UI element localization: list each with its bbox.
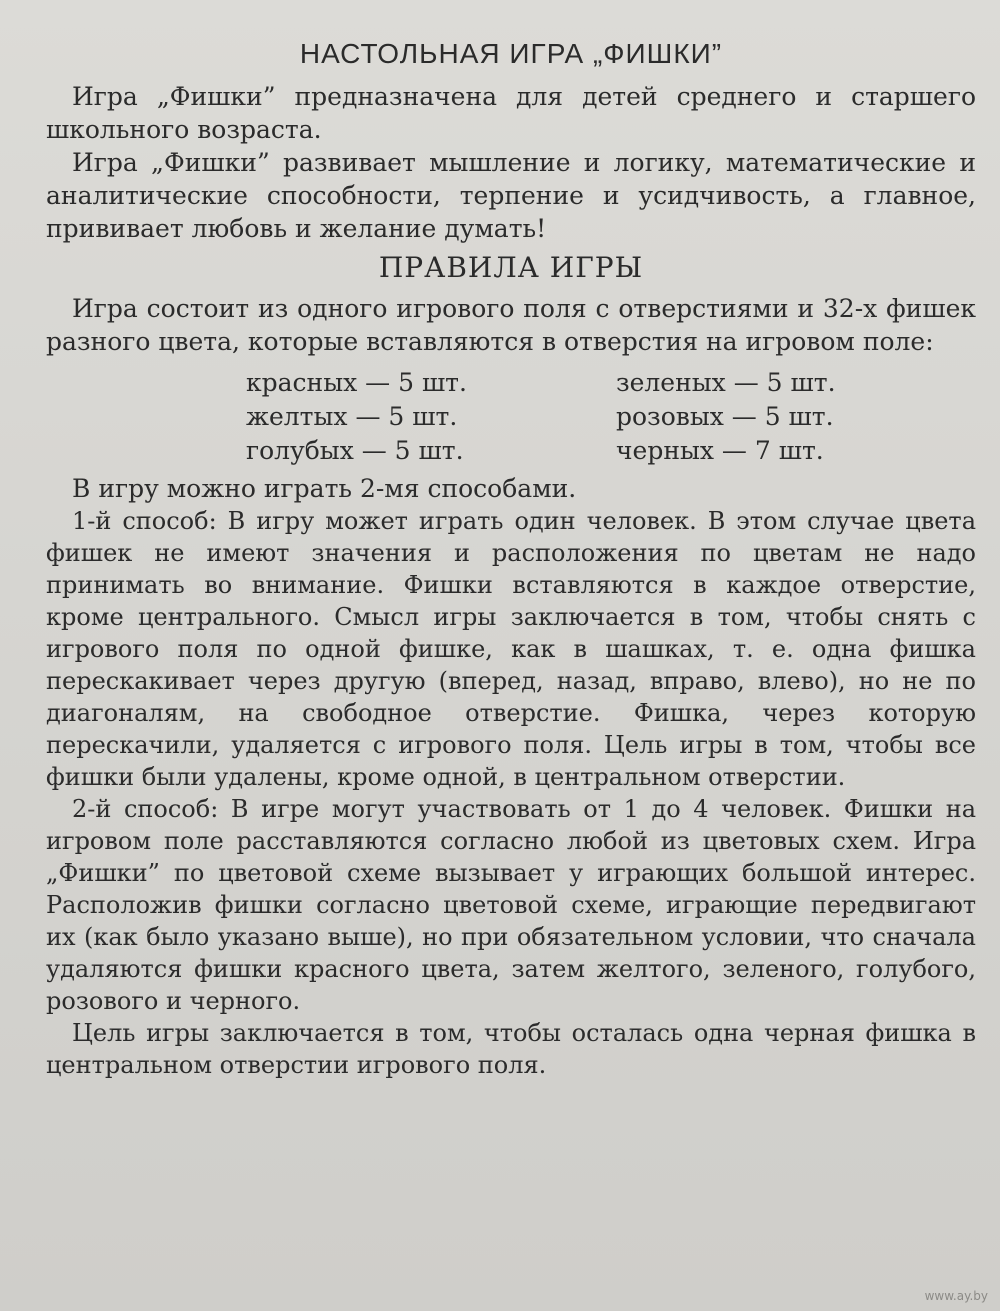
modes-intro: В игру можно играть 2-мя способами.	[72, 474, 577, 503]
mode-1-paragraph: 1-й способ: В игру может играть один человек. В этом случае цвета фишек не имеют значения и расположения по цветам не надо принимать во внимание. Фишки вставляются в каждое отверстие, кроме центрального. Смысл игры заключается в том, чтобы снять с игрового поля по одной фишке, как в шашках, т. е. одна фишка перескакивает через другую (вперед, назад, вправо, влево), но не по диагоналям, на свободное отверстие. Фишка, через которую перескачили, удаляется с игрового поля. Цель игры в том, чтобы все фишки были удалены, кроме одной, в центральном отверстии.	[46, 507, 976, 791]
chip-count-green: зеленых — 5 шт.	[616, 368, 836, 397]
mode-2-paragraph: 2-й способ: В игре могут участвовать от 1 до 4 человек. Фишки на игровом поле расставляются согласно любой из цветовых схем. Игра „Фишки” по цветовой схеме вызывает у играющих большой интерес. Расположив фишки согласно цветовой схеме, играющие передвигают их (как было указано выше), но при обязательном условии, что сначала удаляются фишки красного цвета, затем желтого, зеленого, голубого, розового и черного.	[46, 795, 976, 1015]
chip-count-pink: розовых — 5 шт.	[616, 402, 834, 431]
page-title: НАСТОЛЬНАЯ ИГРА „ФИШКИ”	[299, 38, 723, 69]
intro-paragraph-1: Игра „Фишки” предназначена для детей среднего и старшего школьного возраста.	[46, 82, 976, 144]
rules-heading: ПРАВИЛА ИГРЫ	[378, 251, 644, 284]
chip-count-blue: голубых — 5 шт.	[246, 436, 464, 465]
intro-paragraph-2: Игра „Фишки” развивает мышление и логику, математические и аналитические способности, терпение и усидчивость, а главное, прививает любовь и желание думать!	[46, 148, 976, 243]
chip-count-black: черных — 7 шт.	[616, 436, 824, 465]
rules-intro: Игра состоит из одного игрового поля с отверстиями и 32-х фишек разного цвета, которые вставляются в отверстия на игровом поле:	[46, 294, 976, 356]
chip-count-yellow: желтых — 5 шт.	[246, 402, 458, 431]
chip-count-red: красных — 5 шт.	[246, 368, 467, 397]
goal-paragraph: Цель игры заключается в том, чтобы осталась одна черная фишка в центральном отверстии игрового поля.	[46, 1019, 976, 1079]
chip-count-list	[246, 366, 976, 468]
watermark: www.ay.by	[924, 1289, 988, 1303]
